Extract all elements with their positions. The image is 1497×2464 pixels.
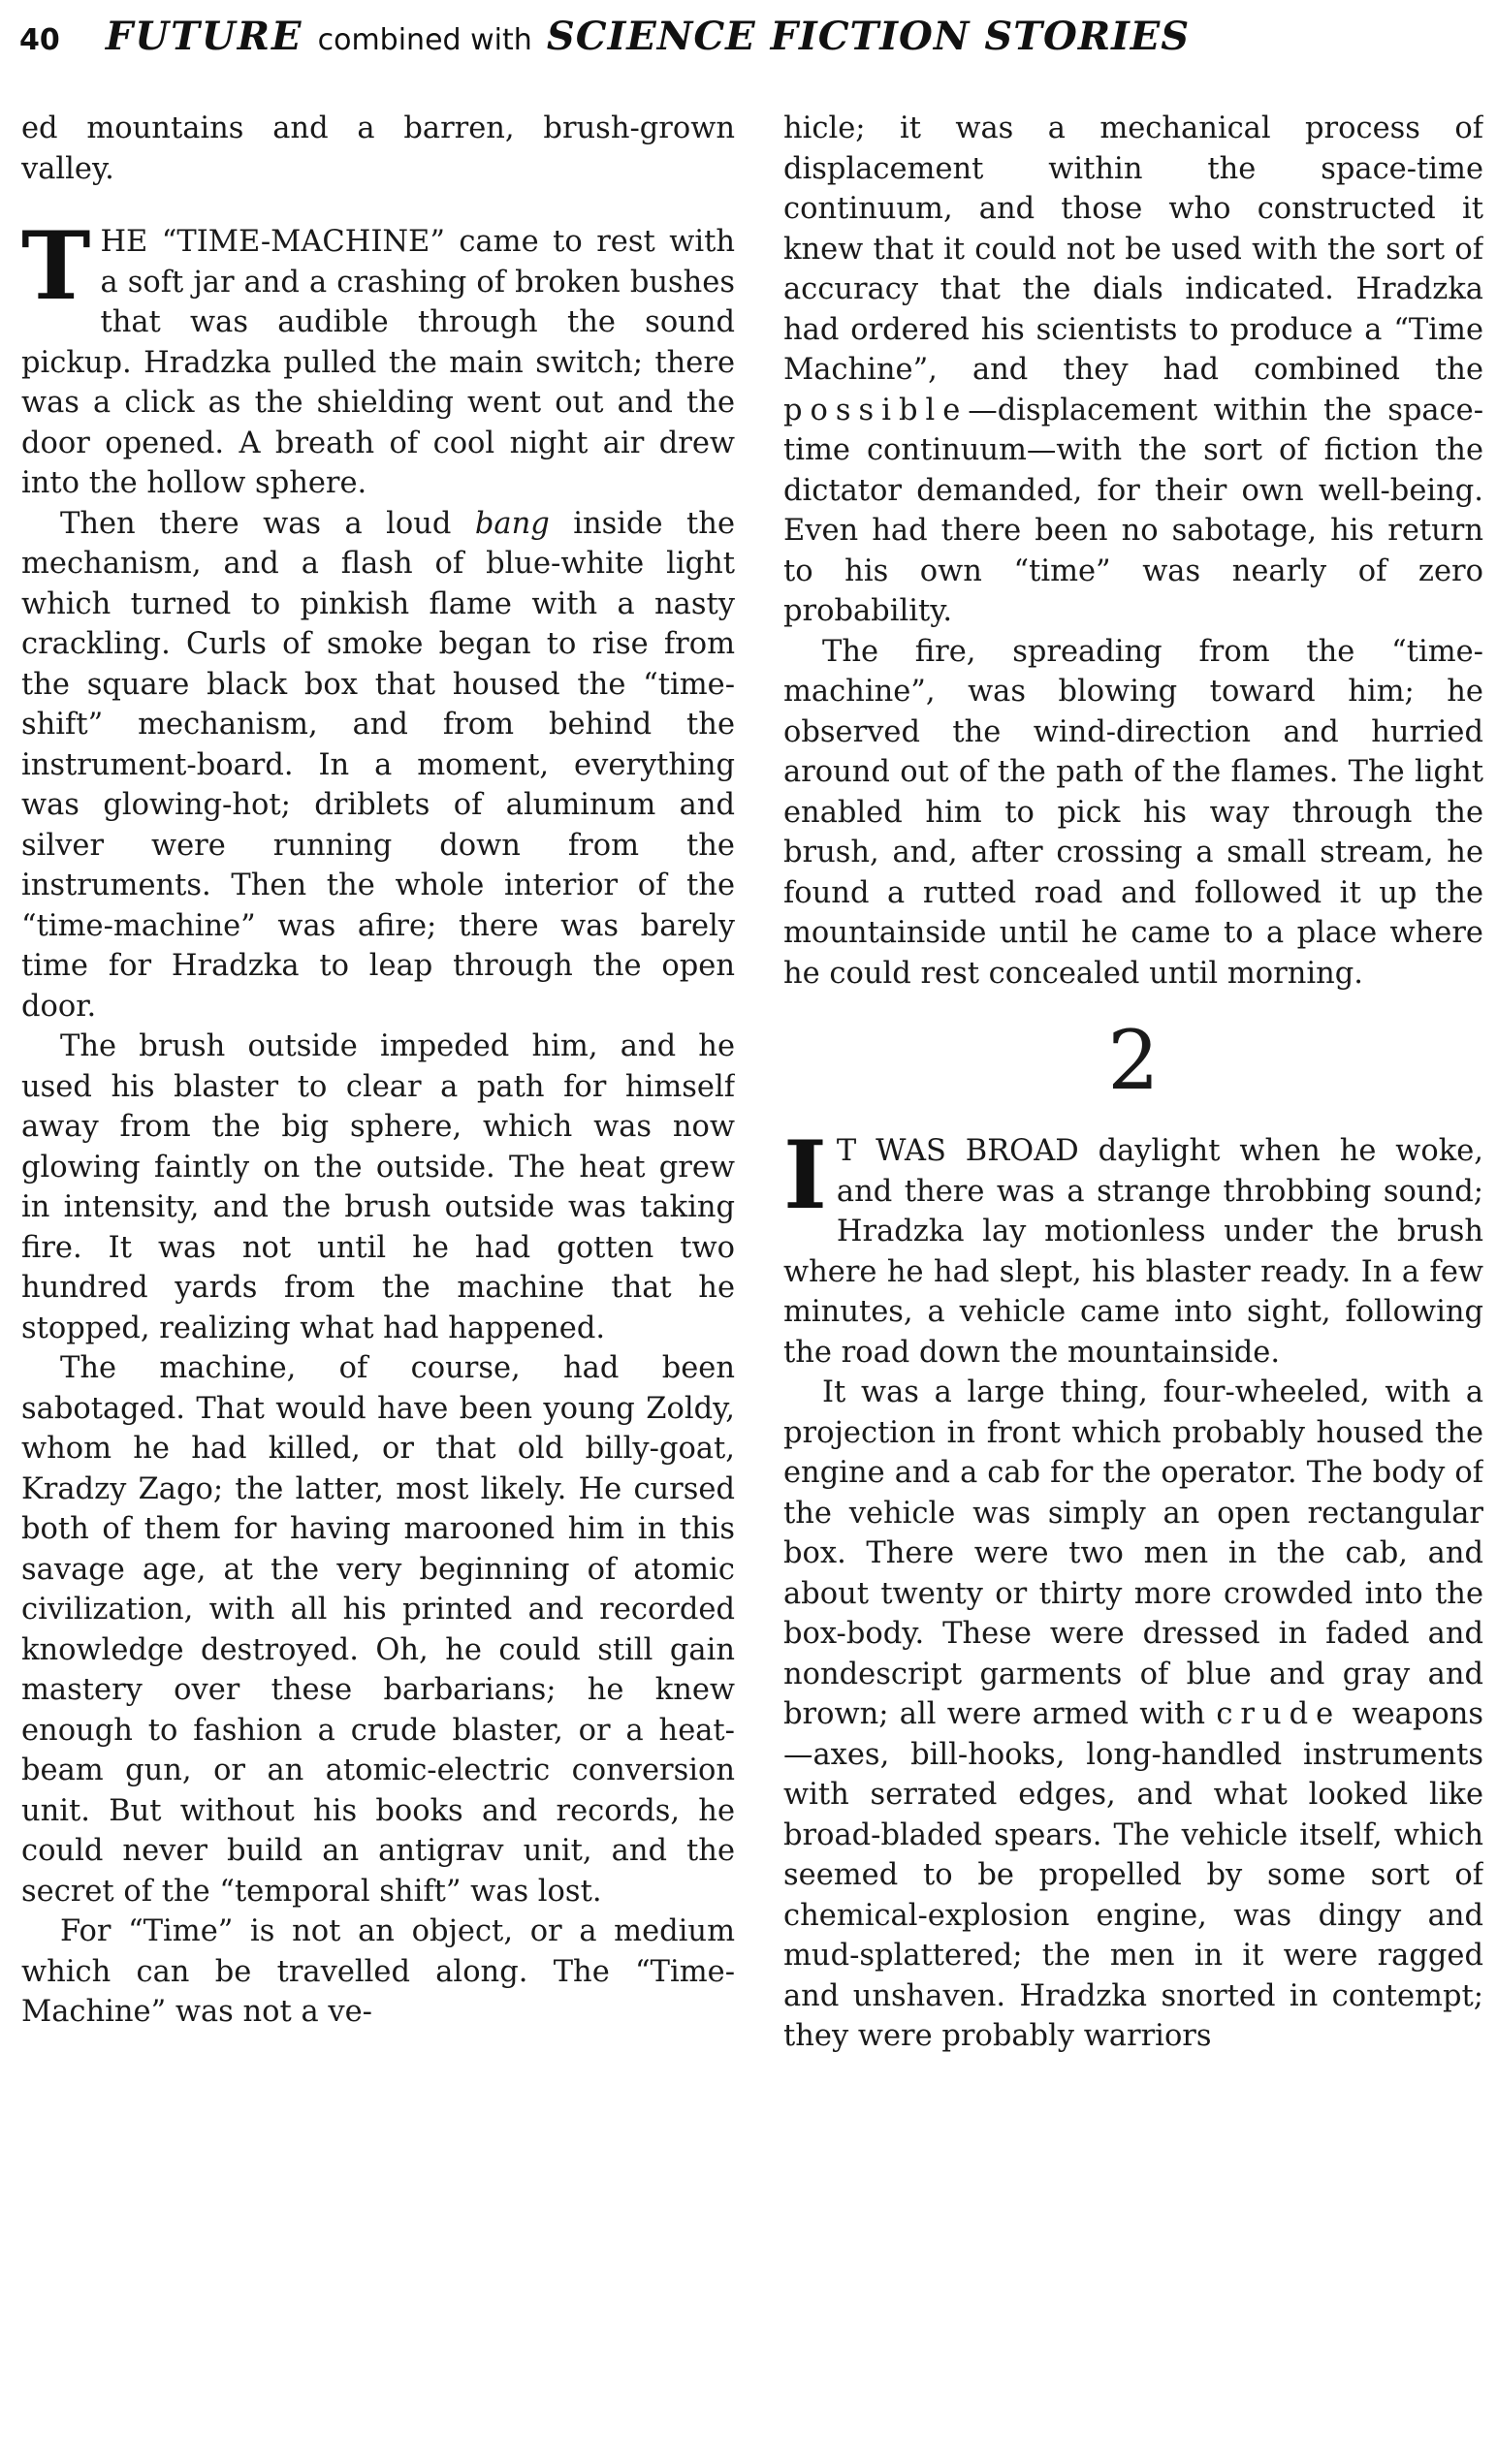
paragraph-dropcap: [783, 1121, 1483, 1373]
paragraph-text: Then there was a loud: [60, 506, 475, 541]
left-column: [21, 109, 735, 2454]
paragraph-text: —displacement within the space-time continuum—with the sort of fiction the dictator demanded, for their own well-being. Even had there been no sabotage, his return to his own “time” was nearly of zero probability.: [783, 393, 1483, 628]
drop-cap: I: [783, 1121, 827, 1230]
paragraph: The machine, of course, had been sabotaged. That would have been young Zoldy, whom he had killed, or that old billy-goat, Kradzy Zago; the latter, most likely. He cursed both of them for having marooned him in this savage age, at the very beginning of atomic civilization, with all his printed and recorded knowledge destroyed. Oh, he could still gain mastery over these barbarians; he knew enough to fashion a crude blaster, or a heat-beam gun, or an atomic-electric conversion unit. But without his books and records, he could never build an antigrav unit, and the secret of the “temporal shift” was lost.: [21, 1351, 735, 1909]
magazine-title: FUTURE: [105, 14, 303, 59]
paragraph: The brush outside impeded him, and he used his blaster to clear a path for himself away from the big sphere, which was now glowing faintly on the outside. The heat grew in intensity, and the brush outside was taking fire. It was not until he had gotten two hundred yards from the machine that he stopped, realizing what had happened.: [21, 1029, 735, 1345]
page-header: [19, 14, 1483, 58]
spaced-text: crude: [1216, 1697, 1342, 1731]
paragraph: The fire, spreading from the “time-machine”, was blowing toward him; he observed the wind-direction and hurried around out of the path of the flames. The light enabled him to pick his way through the brush, and, after crossing a small stream, he found a rutted road and followed it up the mountainside until he came to a place where he could rest concealed until morning.: [783, 634, 1483, 991]
chapter-number: 2: [1107, 1013, 1160, 1108]
paragraph-text: It was a large thing, four-wheeled, with a projection in front which probably housed the engine and a cab for the operator. The body of the vehicle was simply an open rectangular box. There were two men in the cab, and about twenty or thirty more crowded into the box-body. These were dressed in faded and nondescript garments of blue and gray and brown; all were armed with: [783, 1375, 1483, 1731]
paragraph-text: hicle; it was a mechanical process of displacement within the space-time continuum, and those who constructed it knew that it could not be used with the sort of accuracy that the dials indicated. Hradzka had ordered his scientists to produce a “Time Machine”, and they had combined the: [783, 111, 1483, 387]
paragraph-text: HE “TIME-MACHINE” came to rest with a soft jar and a crashing of broken bushes that was audible through the sound pickup. Hradzka pulled the main switch; there was a click as the shielding went out and the door opened. A breath of cool night air drew into the hollow sphere.: [21, 225, 735, 500]
paragraph: For “Time” is not an object, or a medium which can be travelled along. The “Time-Machine” was not a ve-: [21, 1914, 735, 2029]
paragraph: ed mountains and a barren, brush-grown valley.: [21, 111, 735, 186]
emphasis-text: bang: [474, 506, 550, 541]
paragraph-dropcap: [21, 211, 735, 504]
drop-cap: T: [21, 211, 91, 321]
page-number: 40: [19, 23, 60, 57]
magazine-subtitle: SCIENCE FICTION STORIES: [546, 14, 1191, 59]
paragraph-text: weapons—axes, bill-hooks, long-handled instruments with serrated edges, and what looked like broad-bladed spears. The vehicle itself, which seemed to be propelled by some sort of chemical-explosion engine, was dingy and mud-splattered; the men in it were ragged and unshaven. Hradzka snorted in contempt; they were probably warriors: [783, 1697, 1483, 2053]
right-column: [783, 109, 1483, 2454]
paragraph: [783, 109, 1483, 632]
paragraph: [783, 1373, 1483, 2057]
paragraph-text: inside the mechanism, and a flash of blue-white light which turned to pinkish flame with a nasty crackling. Curls of smoke began to rise from the square black box that housed the “time-shift” mechanism, and from behind the instrument-board. In a moment, everything was glowing-hot; driblets of aluminum and silver were running down from the instruments. Then the whole interior of the “time-machine” was afire; there was barely time for Hradzka to leap through the open door.: [21, 506, 735, 1024]
spaced-text: possible: [783, 393, 969, 427]
paragraph: [21, 504, 735, 1027]
paragraph-text: T WAS BROAD daylight when he woke, and there was a strange throbbing sound; Hradzka lay motionless under the brush where he had slept, his blaster ready. In a few minutes, a vehicle came into sight, following the road down the mountainside.: [783, 1134, 1483, 1370]
combined-with-label: combined with: [317, 23, 532, 57]
